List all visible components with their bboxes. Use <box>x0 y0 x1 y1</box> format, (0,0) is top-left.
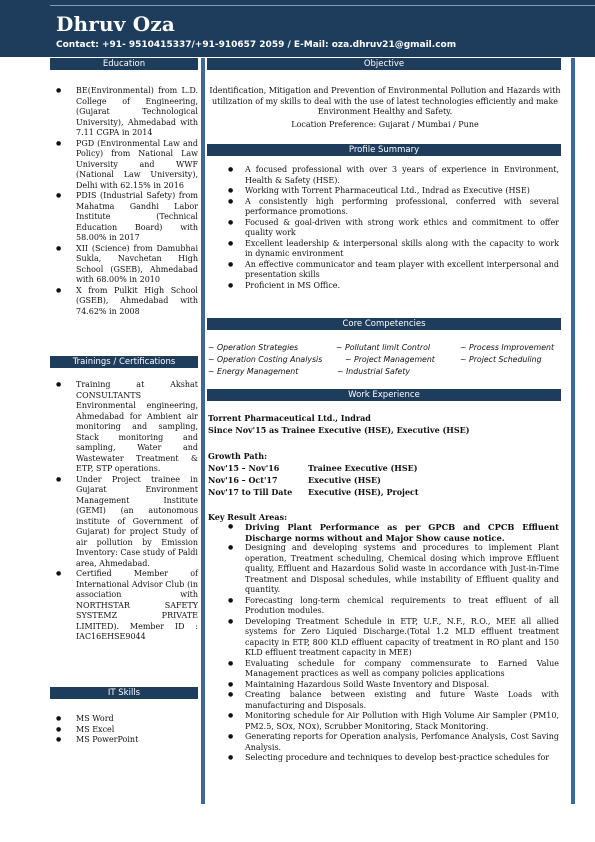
section-title-education: Education <box>50 58 198 70</box>
it-skill-item: ● MS PowerPoint <box>56 735 198 746</box>
profile-item: ● An effective communicator and team player with excellent interpersonal and presentation skills <box>228 260 559 281</box>
competency: ~ Project Management <box>345 355 435 364</box>
section-title-work-experience: Work Experience <box>207 389 561 401</box>
it-skill-item: ● MS Excel <box>56 725 198 736</box>
it-skills-list <box>56 714 198 746</box>
kra-item: ● Developing Treatment Schedule in ETP, U.F., N.F., R.O., MEE all allied systems for Zero Liquied Discharge.(Total 1.2 MLD effluent treatment capacity in ETP, 800 KLD effluent capacity of treatment in RO plant and 150 KLD effluent treatment capacity in MEE) <box>228 617 559 659</box>
resume-header <box>0 0 595 57</box>
profile-item: ● A focused professional with over 3 years of experience in Environment, Health & Safety (HSE). <box>228 165 559 186</box>
training-item: ● Training at Akshat CONSULTANTS Environmental engineering, Ahmedabad for Ambient air monitoring and sampling, Stack monitoring and sampling, Water and Wastewater Treatment & ETP, STP operations. <box>56 380 198 475</box>
profile-summary-list <box>228 165 559 291</box>
candidate-name: Dhruv Oza <box>56 12 176 36</box>
growth-role: Executive (HSE) <box>308 475 381 485</box>
competency: ~ Industrial Safety <box>337 367 410 376</box>
kra-item: ● Generating reports for Operation analysis, Perfomance Analysis, Cost Saving Analysis. <box>228 732 559 753</box>
growth-path-title: Growth Path: <box>208 451 268 461</box>
competency: ~ Operation Costing Analysis <box>208 355 323 364</box>
profile-item: ● Working with Torrent Pharmaceutical Ltd., Indrad as Executive (HSE) <box>228 186 559 197</box>
objective-statement: Identification, Mitigation and Prevention of Environmental Pollution and Hazards with utilization of my skills to deal with the use of latest technologies efficiently and make Environment Healthy and Safety. <box>209 86 561 116</box>
section-title-core-competencies: Core Competencies <box>207 318 561 330</box>
key-result-areas-title: Key Result Areas: <box>208 512 288 522</box>
kra-item: ● Forecasting long-term chemical requirements to treat effluent of all Prodution modules. <box>228 596 559 617</box>
education-item: ● X from Pulkit High School (GSEB), Ahmedabad with 74.62% in 2008 <box>56 286 198 318</box>
section-title-profile-summary: Profile Summary <box>207 144 561 156</box>
section-title-objective: Objective <box>207 58 561 70</box>
education-item: ● BE(Environmental) from L.D. College of Engineering, (Gujarat Technological University), Ahmedabad with 7.11 CGPA in 2014 <box>56 86 198 139</box>
company-name: Torrent Pharmaceutical Ltd., Indrad <box>208 413 371 423</box>
profile-item: ● Excellent leadership & interpersonal skills along with the capacity to work in dynamic environment <box>228 239 559 260</box>
training-item: ● Certified Member of International Advisor Club (in association with NORTHSTAR SAFETY SYSTEMZ PRIVATE LIMITED). Member ID : IAC16EHSE9044 <box>56 569 198 643</box>
education-item: ● XII (Science) from Damubhai Sukla, Navchetan High School (GSEB), Ahmedabad with 68.00% in 2010 <box>56 244 198 286</box>
education-list <box>56 86 198 317</box>
training-item: ● Under Project trainee in Gujarat Environment Management Institute (GEMI) (an autonomous institute of Government of Gujarat) for project Study of air pollution by Emission Inventory: Case study of Paldi area, Ahmedabad. <box>56 475 198 570</box>
growth-period: Nov'16 – Oct'17 <box>208 475 278 485</box>
growth-role: Executive (HSE), Project <box>308 487 419 497</box>
education-item: ● PDIS (Industrial Safety) from Mahatma Gandhi Labor Institute (Technical Education Board) with 58.00% in 2017 <box>56 191 198 244</box>
growth-role: Trainee Executive (HSE) <box>308 463 418 473</box>
header-rule <box>50 5 595 6</box>
kra-item: ● Maintaining Hazardous Soild Waste Inventory and Disposal. <box>228 680 559 691</box>
employment-since: Since Nov'15 as Trainee Executive (HSE), Executive (HSE) <box>208 425 470 435</box>
profile-item: ● Proficient in MS Office. <box>228 281 559 292</box>
kra-item: ● Creating balance between existing and future Waste Loads with manufacturing and Disposals. <box>228 690 559 711</box>
location-preference: Location Preference: Gujarat / Mumbai / Pune <box>291 119 479 129</box>
competency: ~ Operation Strategies <box>208 343 299 352</box>
education-item: ● PGD (Environmental Law and Policy) from National Law University and WWF (National Law University), Delhi with 62.15% in 2016 <box>56 139 198 192</box>
kra-item: ● Monitoring schedule for Air Pollution with High Volume Air Sampler (PM10, PM2.5, SOx, NOx), Scrubber Monitoring, Stack Monitoring. <box>228 711 559 732</box>
objective-text <box>208 86 562 130</box>
key-result-areas-list <box>228 522 559 764</box>
trainings-list <box>56 380 198 643</box>
profile-item: ● Focused & goal-driven with strong work ethics and commitment to offer quality work <box>228 218 559 239</box>
section-title-it-skills: IT Skills <box>50 687 198 699</box>
growth-period: Nov'17 to Till Date <box>208 487 293 497</box>
contact-line: Contact: +91- 9510415337/+91-910657 2059 / E-Mail: oza.dhruv21@gmail.com <box>56 40 457 50</box>
competency: ~ Pollutant limit Control <box>336 343 431 352</box>
competency: ~ Project Scheduling <box>460 355 542 364</box>
kra-item: ● Driving Plant Performance as per GPCB and CPCB Effluent Discharge norms without and Major Show cause notice. <box>228 522 559 543</box>
section-title-trainings: Trainings / Certifications <box>50 356 198 368</box>
growth-period: Nov'15 – Nov'16 <box>208 463 280 473</box>
kra-item: ● Evaluating schedule for company commensurate to Earned Value Management practices as well as company policies applications <box>228 659 559 680</box>
profile-item: ● A consistently high performing professional, conferred with several performance promotions. <box>228 197 559 218</box>
it-skill-item: ● MS Word <box>56 714 198 725</box>
kra-item: ● Selecting procedure and techniques to develop best-practice schedules for <box>228 753 559 764</box>
competency: ~ Energy Management <box>208 367 299 376</box>
competency: ~ Process Improvement <box>460 343 554 352</box>
kra-item: ● Designing and developing systems and procedures to implement Plant operation, Treatment scheduling, Chemical dosing which improve Effluent quality, Effluent and Hazardous Solid waste in accordance with Just-in-Time Treatment and Disposal schedules, while instability of Effluent quality and quantity. <box>228 543 559 596</box>
